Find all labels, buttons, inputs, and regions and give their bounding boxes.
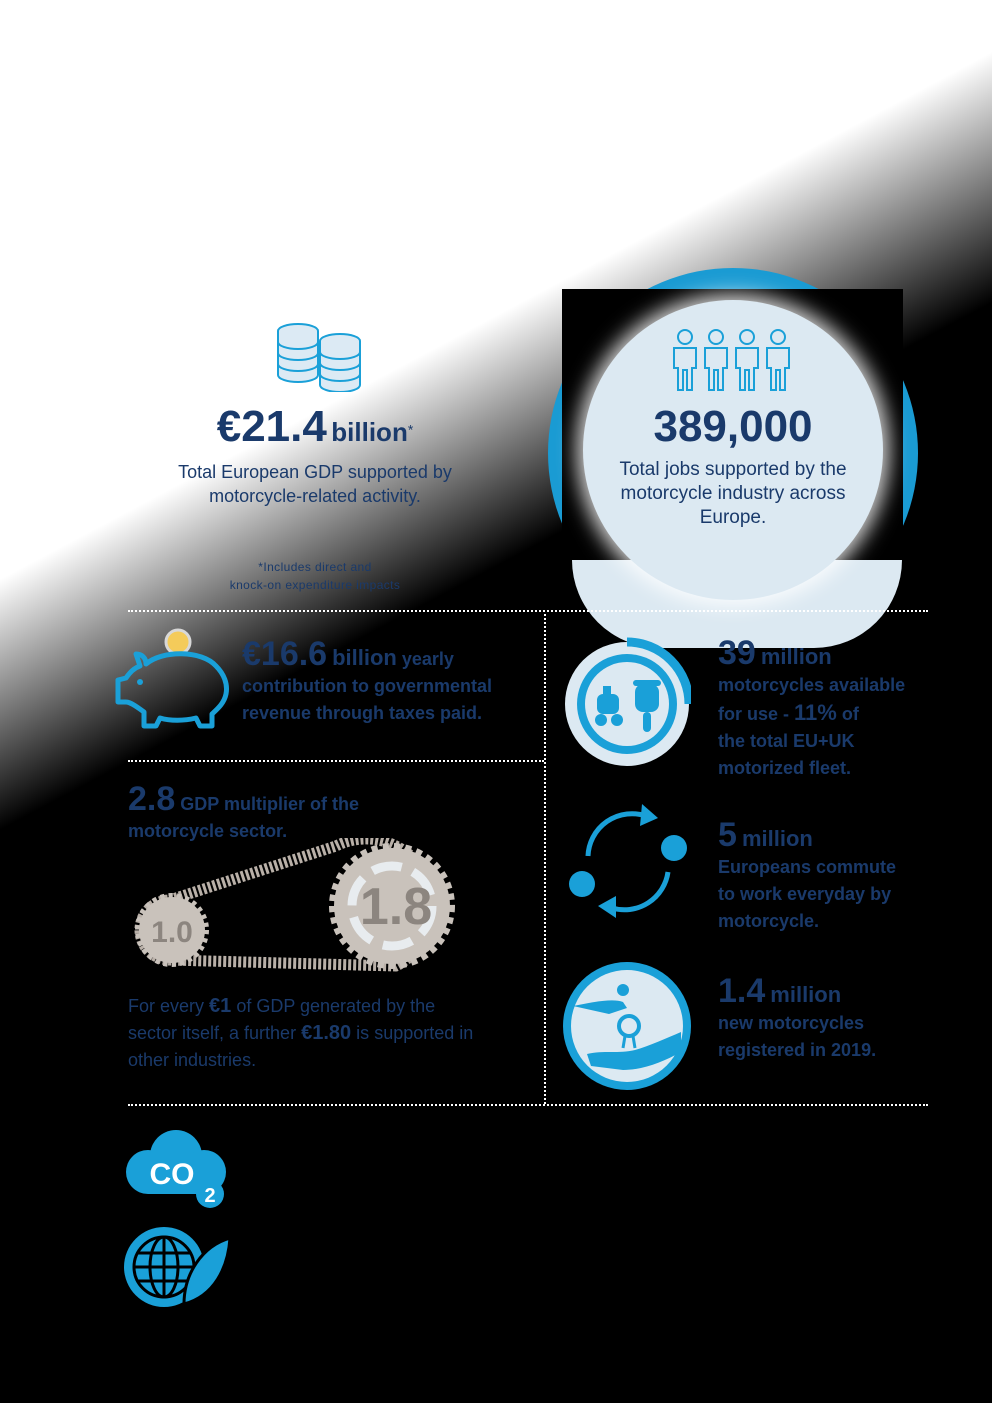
gdp-description: Total European GDP supported by motorcycle-related activity. (178, 462, 452, 506)
fleet-line4: the total EU+UK (718, 731, 855, 751)
jobs-description: Total jobs supported by the motorcycle industry across Europe. (619, 459, 847, 528)
gear-chain-icon (126, 838, 470, 974)
fe-a: For every (128, 996, 205, 1016)
multiplier-stat (128, 780, 508, 845)
motorcycle-fleet-icon (563, 636, 691, 772)
multiplier-line1: GDP multiplier of the (180, 794, 359, 814)
fleet-stat (718, 634, 938, 782)
commute-line4: motorcycle. (718, 911, 820, 931)
divider-top (128, 610, 928, 612)
fleet-percent: 11% (794, 700, 837, 725)
tax-line2: contribution to governmental (242, 676, 492, 696)
gdp-unit: billion (331, 417, 408, 447)
fleet-line3c: of (841, 704, 859, 724)
divider-vertical (544, 614, 546, 1104)
gdp-asterisk: * (407, 421, 414, 438)
fe-e: €1.80 (301, 1022, 352, 1044)
commute-stat (718, 816, 938, 935)
registered-unit: million (770, 982, 842, 1007)
small-gear-label: 1.0 (151, 916, 193, 949)
multiplier-value: 2.8 (128, 780, 176, 818)
fe-g: supported in other industries. (128, 1023, 474, 1070)
gdp-footnote (190, 558, 440, 594)
divider-middle-left (128, 760, 544, 762)
multiplier-line2: motorcycle sector. (128, 821, 288, 841)
big-gear-label: 1.8 (359, 878, 433, 936)
key-handover-icon (563, 962, 691, 1090)
fleet-line5: motorized fleet. (718, 758, 852, 778)
tax-stat (242, 635, 542, 727)
registered-stat (718, 972, 938, 1064)
commute-cycle-icon (566, 800, 690, 924)
tax-unit: billion (332, 645, 397, 670)
globe-leaf-icon (122, 1224, 234, 1310)
jobs-value: 389,000 (653, 402, 813, 451)
gdp-number: €21.4 (216, 402, 327, 451)
fe-f: is (356, 1023, 370, 1043)
tax-value: €16.6 (242, 635, 328, 673)
registered-line2: new motorcycles (718, 1013, 865, 1033)
fleet-line3a: for use - (718, 704, 790, 724)
fe-d: the sector itself, a further (128, 996, 436, 1043)
fleet-line2: motorcycles available (718, 675, 906, 695)
divider-bottom (128, 1104, 928, 1106)
tax-line1: yearly (401, 649, 454, 669)
piggy-bank-icon (112, 626, 240, 738)
fe-b: €1 (209, 995, 232, 1017)
fleet-unit: million (760, 644, 832, 669)
fe-c: of GDP generated by (236, 996, 406, 1016)
co2-cloud-icon (120, 1128, 232, 1212)
gdp-value (150, 402, 480, 452)
gdp-footnote-line2: knock-on expenditure impacts (229, 578, 401, 592)
multiplier-explanation (128, 993, 488, 1074)
commute-unit: million (741, 826, 813, 851)
tax-line3: revenue through taxes paid. (242, 703, 483, 723)
co2-label: CO (149, 1158, 195, 1191)
fleet-value: 39 (718, 634, 756, 672)
commute-value: 5 (718, 816, 737, 854)
gdp-footnote-line1: *Includes direct and (258, 560, 372, 574)
commute-line2: Europeans commute (718, 857, 897, 877)
commute-line3: to work everyday by (718, 884, 892, 904)
co2-subscript: 2 (204, 1185, 216, 1207)
registered-line3: registered in 2019. (718, 1040, 877, 1060)
coins-icon (268, 320, 368, 392)
registered-value: 1.4 (718, 972, 766, 1010)
people-icon (670, 328, 794, 392)
